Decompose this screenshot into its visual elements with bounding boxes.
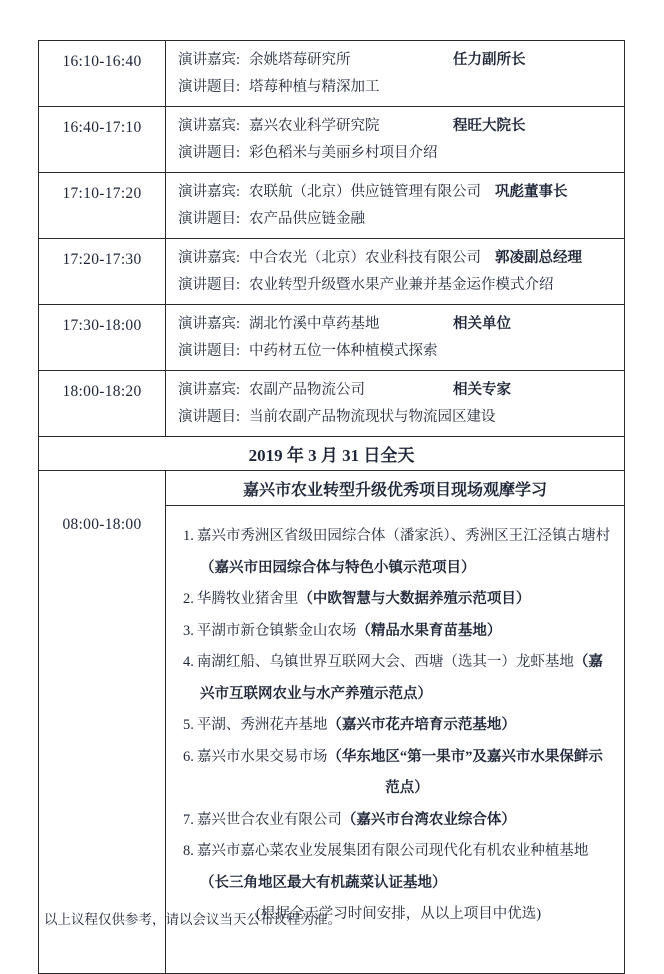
time-cell: 18:00-18:20 [39, 371, 166, 437]
topic-text: 中药材五位一体种植模式探索 [249, 343, 438, 359]
guest-label: 演讲嘉宾: [178, 382, 241, 398]
topic-label: 演讲题目: [178, 343, 241, 359]
item-text: 华腾牧业猪舍里 [196, 591, 299, 607]
speaker-name: 程旺大院长 [453, 118, 526, 134]
topic-text: 塔莓种植与精深加工 [249, 79, 380, 95]
date-header: 2019 年 3 月 31 日全天 [39, 437, 625, 471]
item-text: 平湖市新仓镇紫金山农场 [196, 622, 357, 639]
observation-item [183, 584, 614, 616]
item-number: 1. [183, 528, 194, 544]
agenda-table [38, 40, 625, 974]
footer-note: 以上议程仅供参考，请以会议当天公布议程为准。 [44, 912, 341, 927]
item-number: 7. [183, 811, 194, 828]
item-highlight: （华东地区“第一果市”及嘉兴市水果保鲜示范点） [327, 748, 603, 796]
topic-label: 演讲题目: [178, 145, 241, 161]
session-row [39, 107, 625, 173]
date-header-row [39, 437, 625, 471]
item-number: 3. [183, 622, 194, 639]
guest-label: 演讲嘉宾: [178, 118, 241, 134]
item-highlight: （精品水果育苗基地） [356, 622, 502, 639]
topic-label: 演讲题目: [178, 211, 241, 227]
item-number: 4. [183, 654, 194, 670]
session-detail [166, 305, 625, 371]
topic-line [178, 338, 618, 365]
observation-item [183, 742, 614, 805]
guest-label: 演讲嘉宾: [178, 316, 241, 332]
guest-label: 演讲嘉宾: [178, 184, 241, 200]
topic-text: 彩色稻米与美丽乡村项目介绍 [249, 145, 438, 161]
item-highlight: （长三角地区最大有机蔬菜认证基地） [200, 874, 447, 891]
item-highlight: （中欧智慧与大数据养殖示范项目） [298, 591, 531, 607]
speaker-name: 相关专家 [453, 382, 512, 398]
item-text: 平湖、秀洲花卉基地 [196, 717, 328, 733]
session-row [39, 173, 625, 239]
observation-note: (根据全天学习时间安排，从以上项目中优选) [255, 906, 542, 922]
speaker-line [178, 179, 618, 206]
org-name: 湖北竹溪中草药基地 [249, 316, 380, 332]
org-name: 余姚塔莓研究所 [249, 52, 351, 68]
item-number: 5. [183, 717, 194, 733]
time-cell: 17:10-17:20 [39, 173, 166, 239]
org-name: 农副产品物流公司 [249, 382, 366, 398]
session-row [39, 41, 625, 107]
org-name: 嘉兴农业科学研究院 [249, 118, 380, 134]
speaker-name: 郭凌副总经理 [495, 250, 583, 266]
item-number: 8. [183, 843, 194, 859]
topic-line [178, 404, 618, 431]
observation-item [183, 521, 614, 584]
observation-header-row [39, 471, 625, 506]
speaker-line [178, 47, 618, 74]
session-detail [166, 239, 625, 305]
speaker-name: 巩彪董事长 [495, 184, 568, 200]
session-row [39, 239, 625, 305]
speaker-line [178, 245, 618, 272]
observation-list [166, 506, 625, 974]
observation-item [183, 616, 614, 648]
item-text: 嘉兴市嘉心菜农业发展集团有限公司现代化有机农业种植基地 [196, 843, 589, 859]
session-detail [166, 173, 625, 239]
topic-text: 当前农副产品物流现状与物流园区建设 [249, 409, 496, 425]
speaker-line [178, 113, 618, 140]
observation-time-cell: 08:00-18:00 [39, 471, 166, 974]
topic-text: 农业转型升级暨水果产业兼并基金运作模式介绍 [249, 277, 554, 293]
observation-item [183, 805, 614, 837]
item-text: 南湖红船、乌镇世界互联网大会、西塘（选其一）龙虾基地 [196, 654, 574, 670]
org-name: 中合农光（北京）农业科技有限公司 [249, 250, 482, 266]
time-cell: 17:30-18:00 [39, 305, 166, 371]
topic-text: 农产品供应链金融 [249, 211, 366, 227]
speaker-name: 相关单位 [453, 316, 512, 332]
item-number: 2. [183, 591, 194, 607]
topic-label: 演讲题目: [178, 409, 241, 425]
observation-item [183, 647, 614, 710]
session-detail [166, 371, 625, 437]
guest-label: 演讲嘉宾: [178, 52, 241, 68]
observation-title: 嘉兴市农业转型升级优秀项目现场观摩学习 [166, 471, 625, 506]
speaker-name: 任力副所长 [453, 52, 526, 68]
item-number: 6. [183, 748, 194, 765]
speaker-line [178, 377, 618, 404]
topic-line [178, 206, 618, 233]
time-cell: 16:40-17:10 [39, 107, 166, 173]
item-text: 嘉兴市秀洲区省级田园综合体（潘家浜）、秀洲区王江泾镇古塘村 [196, 528, 611, 544]
session-row [39, 371, 625, 437]
item-text: 嘉兴市水果交易市场 [196, 748, 328, 765]
topic-line [178, 140, 618, 167]
item-highlight: （嘉兴市台湾农业综合体） [341, 811, 516, 828]
time-cell: 17:20-17:30 [39, 239, 166, 305]
item-highlight: （嘉兴市田园综合体与特色小镇示范项目） [200, 559, 476, 576]
item-highlight: （嘉兴市花卉培育示范基地） [327, 717, 516, 733]
observation-item [183, 710, 614, 742]
item-text: 嘉兴世合农业有限公司 [196, 811, 342, 828]
time-cell: 16:10-16:40 [39, 41, 166, 107]
session-detail [166, 41, 625, 107]
speaker-line [178, 311, 618, 338]
topic-label: 演讲题目: [178, 277, 241, 293]
topic-line [178, 272, 618, 299]
topic-label: 演讲题目: [178, 79, 241, 95]
item-highlight: （嘉兴市互联网农业与水产养殖示范点） [200, 654, 603, 702]
session-row [39, 305, 625, 371]
session-detail [166, 107, 625, 173]
guest-label: 演讲嘉宾: [178, 250, 241, 266]
topic-line [178, 74, 618, 101]
org-name: 农联航（北京）供应链管理有限公司 [249, 184, 482, 200]
observation-item [183, 836, 614, 899]
